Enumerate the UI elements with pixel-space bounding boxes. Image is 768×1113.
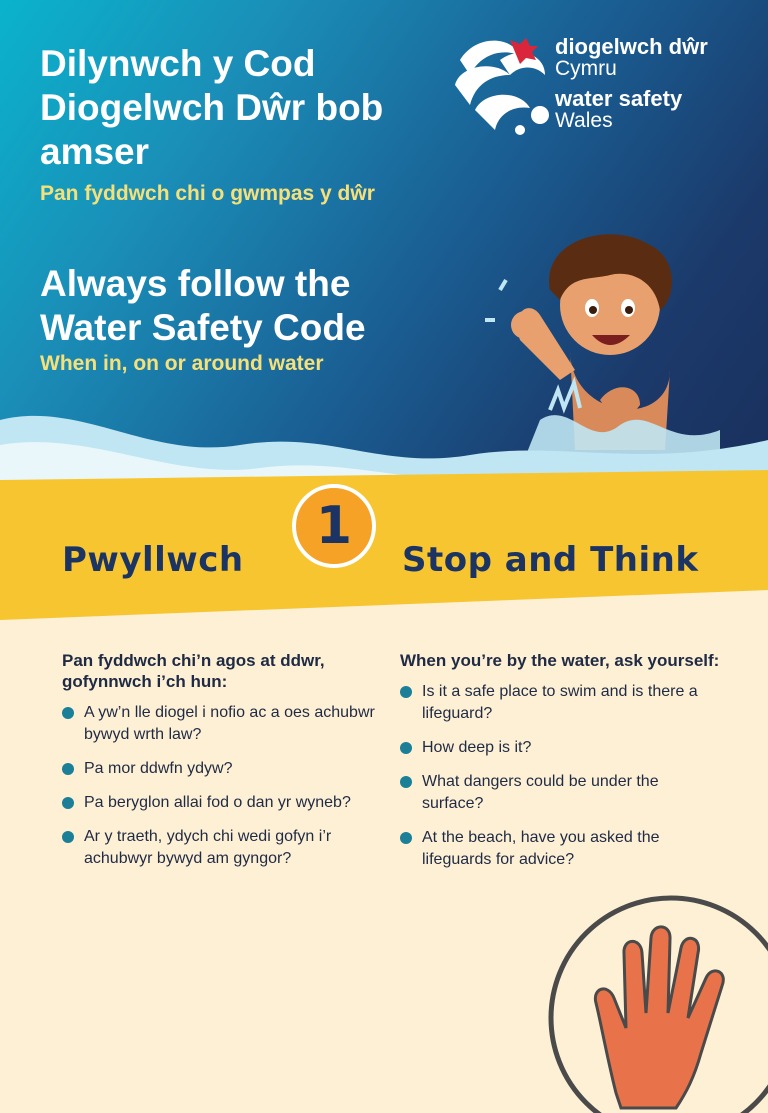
bullet-icon: [62, 763, 74, 775]
logo-line-1: diogelwch dŵr: [555, 34, 708, 59]
hero-banner: [0, 0, 768, 500]
step-number: 1: [315, 496, 353, 556]
english-heading: When you’re by the water, ask yourself:: [400, 651, 720, 670]
list-item: At the beach, have you asked the lifeguards for advice?: [400, 827, 720, 871]
list-item: Pa beryglon allai fod o dan yr wyneb?: [62, 792, 382, 814]
list-item: Ar y traeth, ydych chi wedi gofyn i’r achubwyr bywyd am gyngor?: [62, 826, 382, 870]
english-list: [400, 681, 720, 871]
english-title: Always follow the Water Safety Code: [40, 263, 366, 348]
welsh-step-label: Pwyllwch: [62, 540, 244, 580]
bullet-icon: [62, 707, 74, 719]
logo-line-4: Wales: [555, 109, 613, 132]
welsh-heading: Pan fyddwch chi’n agos at ddwr, gofynnwch i’ch hun:: [62, 651, 325, 691]
list-item: Pa mor ddwfn ydyw?: [62, 758, 382, 780]
step-number-badge: [292, 484, 376, 568]
bullet-icon: [400, 832, 412, 844]
logo-line-2: Cymru: [555, 57, 617, 80]
swimming-boy-illustration: [480, 220, 720, 470]
bullet-icon: [400, 686, 412, 698]
welsh-title: Dilynwch y Cod Diogelwch Dŵr bob amser: [40, 43, 384, 172]
list-item: A yw’n lle diogel i nofio ac a oes achubwr bywyd wrth law?: [62, 702, 382, 746]
list-item: What dangers could be under the surface?: [400, 771, 720, 815]
english-subtitle: When in, on or around water: [40, 352, 324, 375]
list-item: Is it a safe place to swim and is there a lifeguard?: [400, 681, 720, 725]
logo-text: [555, 36, 708, 132]
welsh-column: [62, 650, 382, 882]
bullet-icon: [62, 797, 74, 809]
welsh-list: [62, 702, 382, 870]
bullet-icon: [400, 742, 412, 754]
welsh-subtitle: Pan fyddwch chi o gwmpas y dŵr: [40, 182, 375, 205]
bullet-icon: [62, 831, 74, 843]
english-step-label: Stop and Think: [402, 540, 699, 580]
bullet-icon: [400, 776, 412, 788]
english-column: [400, 650, 720, 883]
stop-hand-icon: [546, 893, 768, 1113]
list-item: How deep is it?: [400, 737, 720, 759]
logo-line-3: water safety: [555, 86, 683, 111]
